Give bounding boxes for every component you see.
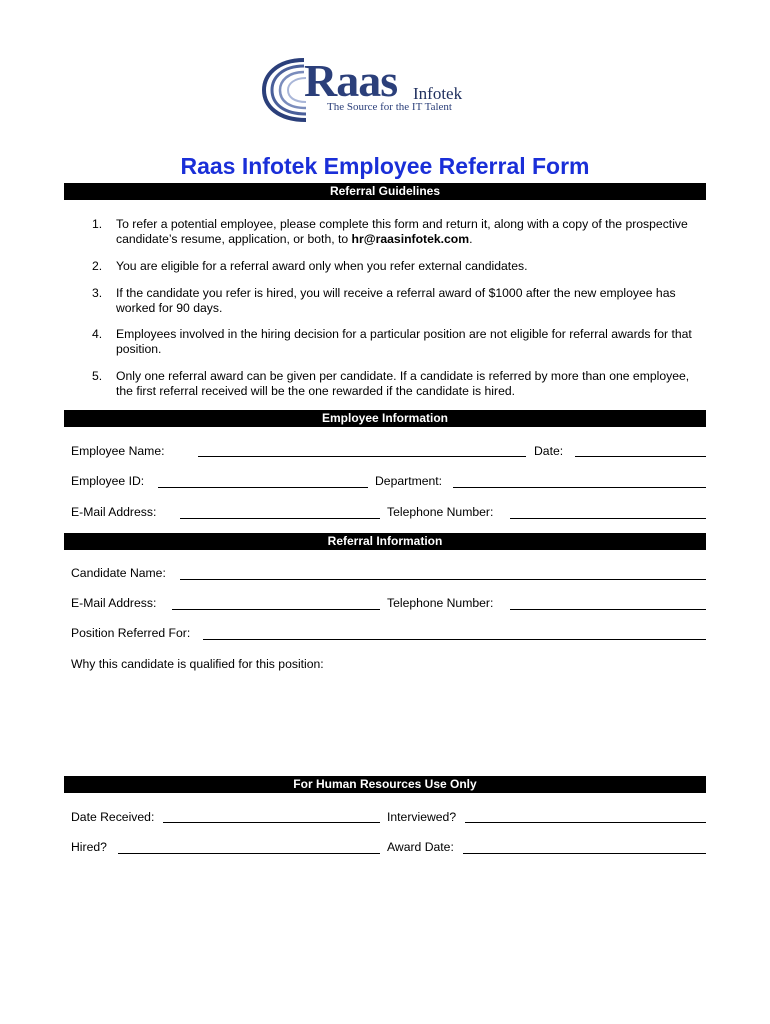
employee-email-label: E-Mail Address:: [71, 505, 157, 519]
section-bar-hr: For Human Resources Use Only: [64, 776, 706, 793]
guideline-text: Only one referral award can be given per candidate. If a candidate is referred by more than one employee, the first referral received will be the one rewarded if the candidate is hired.: [116, 369, 690, 398]
guideline-text: To refer a potential employee, please complete this form and return it, along with a copy of the prospective candidate’s resume, application, or both, to hr@raasinfotek.com.: [116, 217, 688, 246]
hired-label: Hired?: [71, 840, 107, 854]
hired-field[interactable]: [118, 853, 380, 854]
logo-tagline: The Source for the IT Talent: [327, 101, 452, 113]
award-date-label: Award Date:: [387, 840, 454, 854]
employee-name-field[interactable]: [198, 456, 526, 457]
guideline-number: 2.: [92, 259, 103, 273]
employee-name-label: Employee Name:: [71, 444, 165, 458]
logo-brand: Raas: [304, 55, 398, 106]
candidate-email-field[interactable]: [172, 609, 380, 610]
qualification-label: Why this candidate is qualified for this position:: [71, 657, 324, 671]
candidate-name-field[interactable]: [180, 579, 706, 580]
section-bar-referral: Referral Information: [64, 533, 706, 550]
date-field[interactable]: [575, 456, 706, 457]
section-bar-guidelines: Referral Guidelines: [64, 183, 706, 200]
position-label: Position Referred For:: [71, 626, 191, 640]
date-received-field[interactable]: [163, 822, 380, 823]
employee-id-field[interactable]: [158, 487, 368, 488]
interviewed-field[interactable]: [465, 822, 706, 823]
candidate-email-label: E-Mail Address:: [71, 596, 157, 610]
date-label: Date:: [534, 444, 564, 458]
date-received-label: Date Received:: [71, 810, 155, 824]
employee-id-label: Employee ID:: [71, 474, 145, 488]
qualification-field[interactable]: [71, 676, 706, 768]
form-title: Raas Infotek Employee Referral Form: [180, 153, 590, 179]
guideline-text: If the candidate you refer is hired, you will receive a referral award of $1000 after the new employee has worked for 90 days.: [116, 286, 676, 315]
hr-email-link[interactable]: hr@raasinfotek.com: [351, 232, 470, 246]
employee-phone-label: Telephone Number:: [387, 505, 494, 519]
guideline-number: 5.: [92, 369, 103, 383]
guideline-number: 4.: [92, 327, 103, 341]
employee-phone-field[interactable]: [510, 518, 706, 519]
logo-suffix: Infotek: [413, 84, 463, 103]
guideline-number: 3.: [92, 286, 103, 300]
employee-email-field[interactable]: [180, 518, 380, 519]
guideline-text: You are eligible for a referral award only when you refer external candidates.: [116, 259, 528, 273]
candidate-phone-label: Telephone Number:: [387, 596, 494, 610]
award-date-field[interactable]: [463, 853, 706, 854]
guideline-number: 1.: [92, 217, 103, 231]
department-label: Department:: [375, 474, 443, 488]
guideline-text: Employees involved in the hiring decision for a particular position are not eligible for referral awards for that position.: [116, 327, 692, 356]
candidate-name-label: Candidate Name:: [71, 566, 166, 580]
interviewed-label: Interviewed?: [387, 810, 457, 824]
department-field[interactable]: [453, 487, 706, 488]
position-field[interactable]: [203, 639, 706, 640]
candidate-phone-field[interactable]: [510, 609, 706, 610]
section-bar-employee: Employee Information: [64, 410, 706, 427]
